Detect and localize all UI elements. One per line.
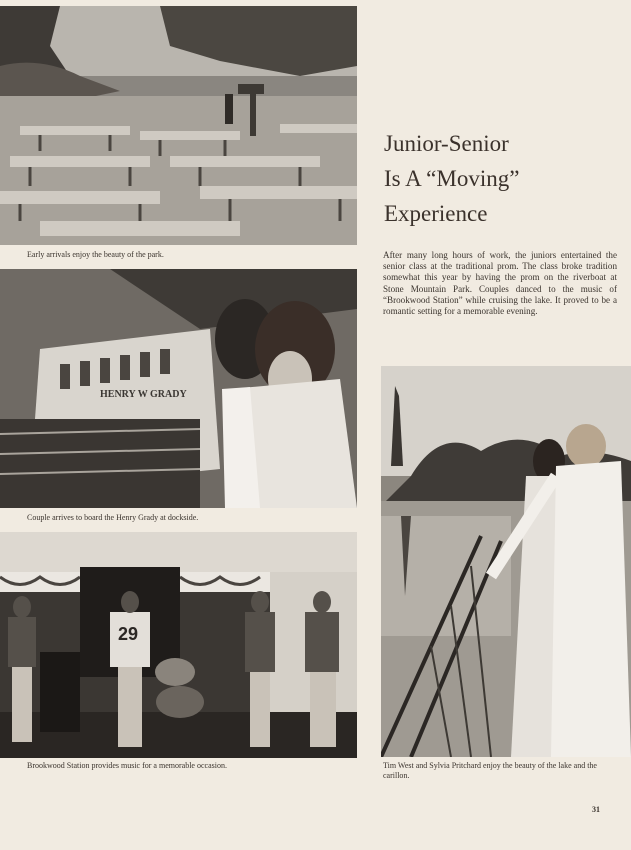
title-line-3: Experience [384, 201, 488, 226]
jersey-number: 29 [118, 624, 139, 644]
title-line-2: Is A “Moving” [384, 166, 520, 191]
caption-boat: Couple arrives to board the Henry Grady at dockside. [27, 513, 199, 522]
photo-band [0, 532, 357, 758]
caption-park: Early arrivals enjoy the beauty of the park. [27, 250, 164, 259]
caption-band: Brookwood Station provides music for a memorable occasion. [27, 761, 227, 770]
boat-sign: HENRY W GRADY [100, 389, 187, 400]
caption-lake: Tim West and Sylvia Pritchard enjoy the beauty of the lake and the carillon. [383, 761, 597, 780]
title-line-1: Junior-Senior [384, 131, 509, 156]
article-body: After many long hours of work, the juniors entertained the senior class at the traditional prom. The class broke tradition somewhat this year by having the prom on the riverboat at Stone Mountain Park. Couples danced to the music of “Brookwood Station” while cruising the lake. It proved to be a romantic setting for a memorable evening. [383, 250, 617, 317]
photo-lake [381, 366, 631, 757]
photo-boat [0, 269, 357, 508]
page-number: 31 [592, 805, 600, 814]
page-title [384, 126, 614, 231]
photo-park [0, 6, 357, 245]
